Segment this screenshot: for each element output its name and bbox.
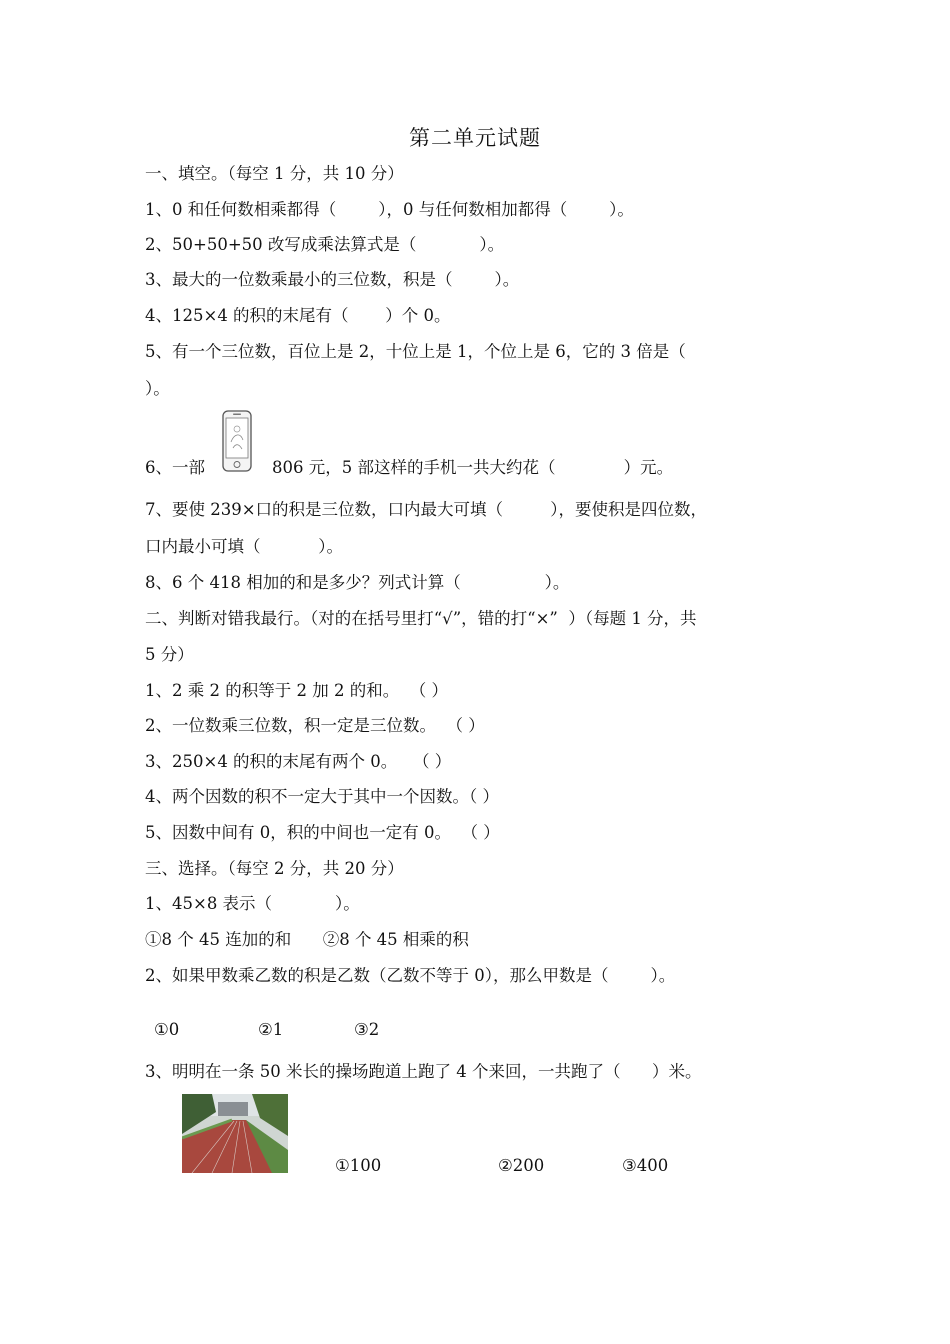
s1-question-7-line2: 口内最小可填（ ）。	[145, 537, 343, 556]
s3-question-1: 1、45×8 表示（ ）。	[145, 894, 360, 913]
s3-question-1-options: ①8 个 45 连加的和 ②8 个 45 相乘的积	[145, 930, 469, 949]
s1-question-8: 8、6 个 418 相加的和是多少？列式计算（ ）。	[145, 573, 570, 592]
s3-q3-option-1: ①100	[335, 1156, 382, 1175]
s1-question-2: 2、50+50+50 改写成乘法算式是（ ）。	[145, 235, 505, 254]
section1-heading: 一、填空。（每空 1 分，共 10 分）	[145, 164, 404, 183]
s1-question-5-line1: 5、有一个三位数，百位上是 2，十位上是 1，个位上是 6，它的 3 倍是（	[145, 342, 686, 361]
s2-question-5: 5、因数中间有 0，积的中间也一定有 0。 （ ）	[145, 823, 500, 842]
s2-question-1: 1、2 乘 2 的积等于 2 加 2 的和。 （ ）	[145, 681, 448, 700]
s2-question-2: 2、一位数乘三位数，积一定是三位数。 （ ）	[145, 716, 485, 735]
s1-question-1: 1、0 和任何数相乘都得（ ），0 与任何数相加都得（ ）。	[145, 200, 634, 219]
section2-heading-line2: 5 分）	[145, 645, 194, 664]
s3-question-2: 2、如果甲数乘乙数的积是乙数（乙数不等于 0），那么甲数是（ ）。	[145, 966, 676, 985]
section3-heading: 三、选择。（每空 2 分，共 20 分）	[145, 859, 404, 878]
s3-q3-option-2: ②200	[498, 1156, 545, 1175]
s1-question-6-prefix: 6、一部	[145, 458, 205, 477]
s1-question-7-line1: 7、要使 239×口的积是三位数，口内最大可填（ ），要使积是四位数，	[145, 500, 708, 519]
s1-question-4: 4、125×4 的积的末尾有（ ）个 0。	[145, 306, 451, 325]
s1-question-6-suffix: 806 元，5 部这样的手机一共大约花（ ）元。	[272, 458, 674, 477]
s3-q3-option-3: ③400	[622, 1156, 669, 1175]
s2-question-3: 3、250×4 的积的末尾有两个 0。 （ ）	[145, 752, 452, 771]
page-title: 第二单元试题	[409, 126, 541, 150]
running-track-image	[182, 1094, 288, 1173]
s1-question-3: 3、最大的一位数乘最小的三位数，积是（ ）。	[145, 270, 520, 289]
s3-q2-option-1: ①0	[154, 1020, 180, 1039]
s2-question-4: 4、两个因数的积不一定大于其中一个因数。（ ）	[145, 787, 499, 806]
s3-q2-option-2: ②1	[258, 1020, 284, 1039]
s1-question-5-line2: ）。	[145, 379, 170, 398]
s3-question-3: 3、明明在一条 50 米长的操场跑道上跑了 4 个来回，一共跑了（ ）米。	[145, 1062, 702, 1081]
phone-image	[222, 410, 252, 472]
s3-q2-option-3: ③2	[354, 1020, 380, 1039]
section2-heading-line1: 二、判断对错我最行。（对的在括号里打“√”，错的打“×” ）（每题 1 分，共	[145, 609, 697, 628]
